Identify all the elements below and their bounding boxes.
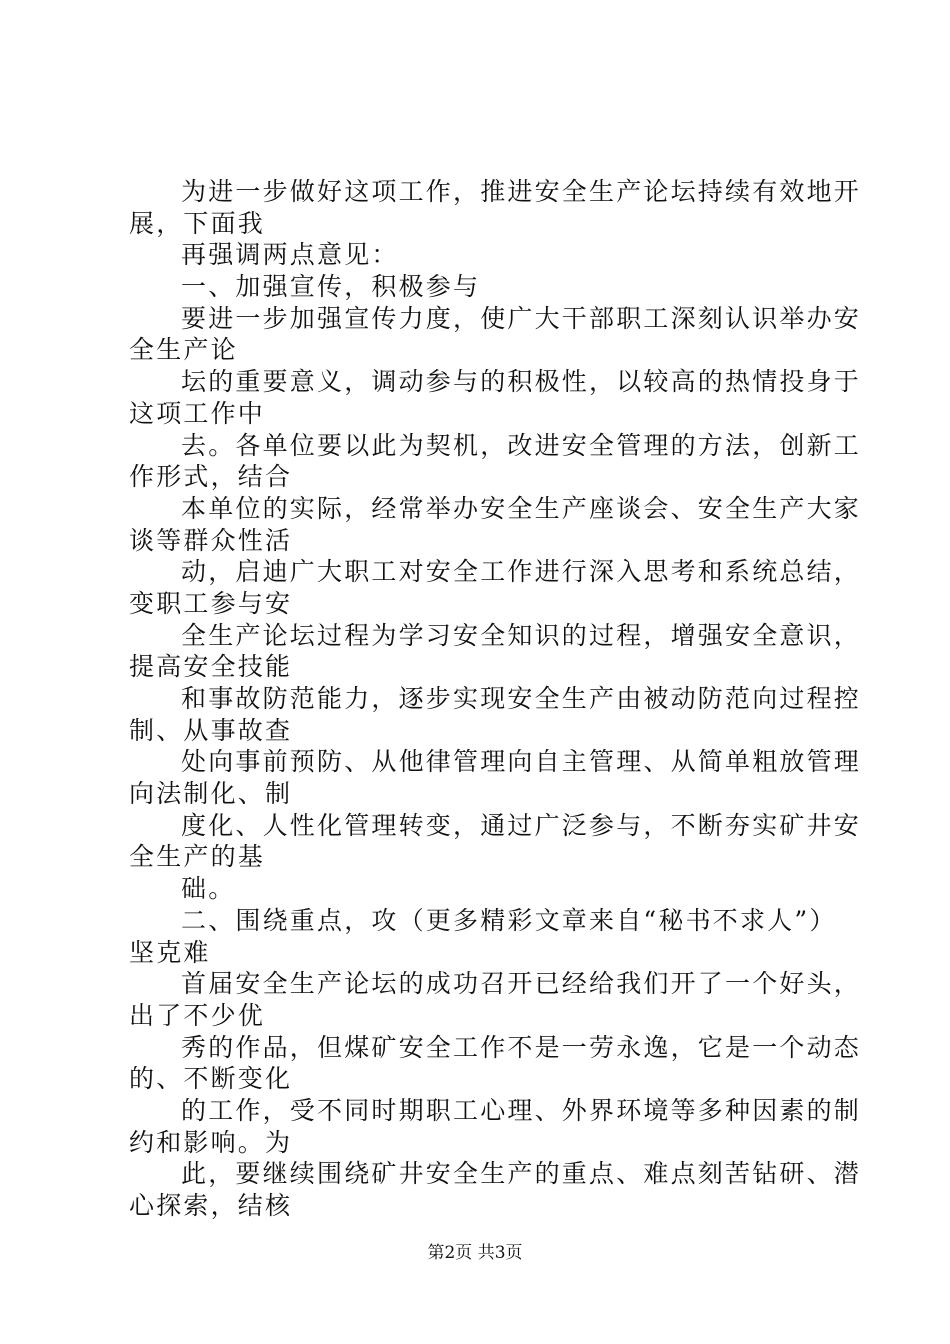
text-line: 为进一步做好这项工作，推进安全生产论坛持续有效地开 (181, 177, 862, 206)
text-line: 本单位的实际，经常举办安全生产座谈会、安全生产大家 (181, 493, 862, 523)
text-line: 制、从事故查 (129, 715, 293, 745)
text-line: 展，下面我 (129, 208, 266, 238)
text-line: 首届安全生产论坛的成功召开已经给我们开了一个好头， (181, 969, 862, 999)
text-line: 提高安全技能 (129, 652, 293, 682)
text-line: 和事故防范能力，逐步实现安全生产由被动防范向过程控 (181, 684, 862, 713)
text-line: 这项工作中 (129, 398, 266, 428)
text-line: 度化、人性化管理转变，通过广泛参与，不断夯实矿井安 (181, 810, 862, 840)
text-line: 此，要继续围绕矿井安全生产的重点、难点刻苦钻研、潜 (181, 1159, 862, 1189)
text-line: 全生产论 (129, 335, 238, 365)
page-footer: 第2页 共3页 (427, 1243, 523, 1263)
text-line: 一、加强宣传，积极参与 (181, 272, 481, 302)
text-line: 再强调两点意见： (181, 240, 399, 270)
text-line: 去。各单位要以此为契机，改进安全管理的方法，创新工 (181, 430, 862, 460)
text-line: 谈等群众性活 (129, 525, 293, 555)
text-line: 动，启迪广大职工对安全工作进行深入思考和系统总结， (181, 557, 862, 587)
text-line: 变职工参与安 (129, 588, 293, 618)
text-line: 坚克难 (129, 937, 211, 967)
text-line: 心探索，结核 (129, 1191, 293, 1220)
text-line: 出了不少优 (129, 1000, 266, 1030)
text-line: 秀的作品，但煤矿安全工作不是一劳永逸，它是一个动态 (181, 1032, 862, 1062)
text-line: 要进一步加强宣传力度，使广大干部职工深刻认识举办安 (181, 303, 862, 333)
text-line: 的、不断变化 (129, 1064, 293, 1094)
text-line: 处向事前预防、从他律管理向自主管理、从简单粗放管理 (181, 747, 862, 777)
text-line: 向法制化、制 (129, 779, 293, 809)
text-line: 全生产的基 (129, 842, 266, 872)
text-line: 作形式，结合 (129, 462, 293, 492)
text-line: 础。 (181, 874, 236, 904)
text-line: 全生产论坛过程为学习安全知识的过程，增强安全意识， (181, 620, 862, 650)
document-body (129, 176, 862, 1222)
text-line: 二、围绕重点，攻（更多精彩文章来自“秘书不求人”） (181, 905, 837, 935)
text-line: 坛的重要意义，调动参与的积极性，以较高的热情投身于 (181, 367, 862, 397)
text-line: 约和影响。为 (129, 1127, 293, 1157)
text-line: 的工作，受不同时期职工心理、外界环境等多种因素的制 (181, 1095, 862, 1125)
